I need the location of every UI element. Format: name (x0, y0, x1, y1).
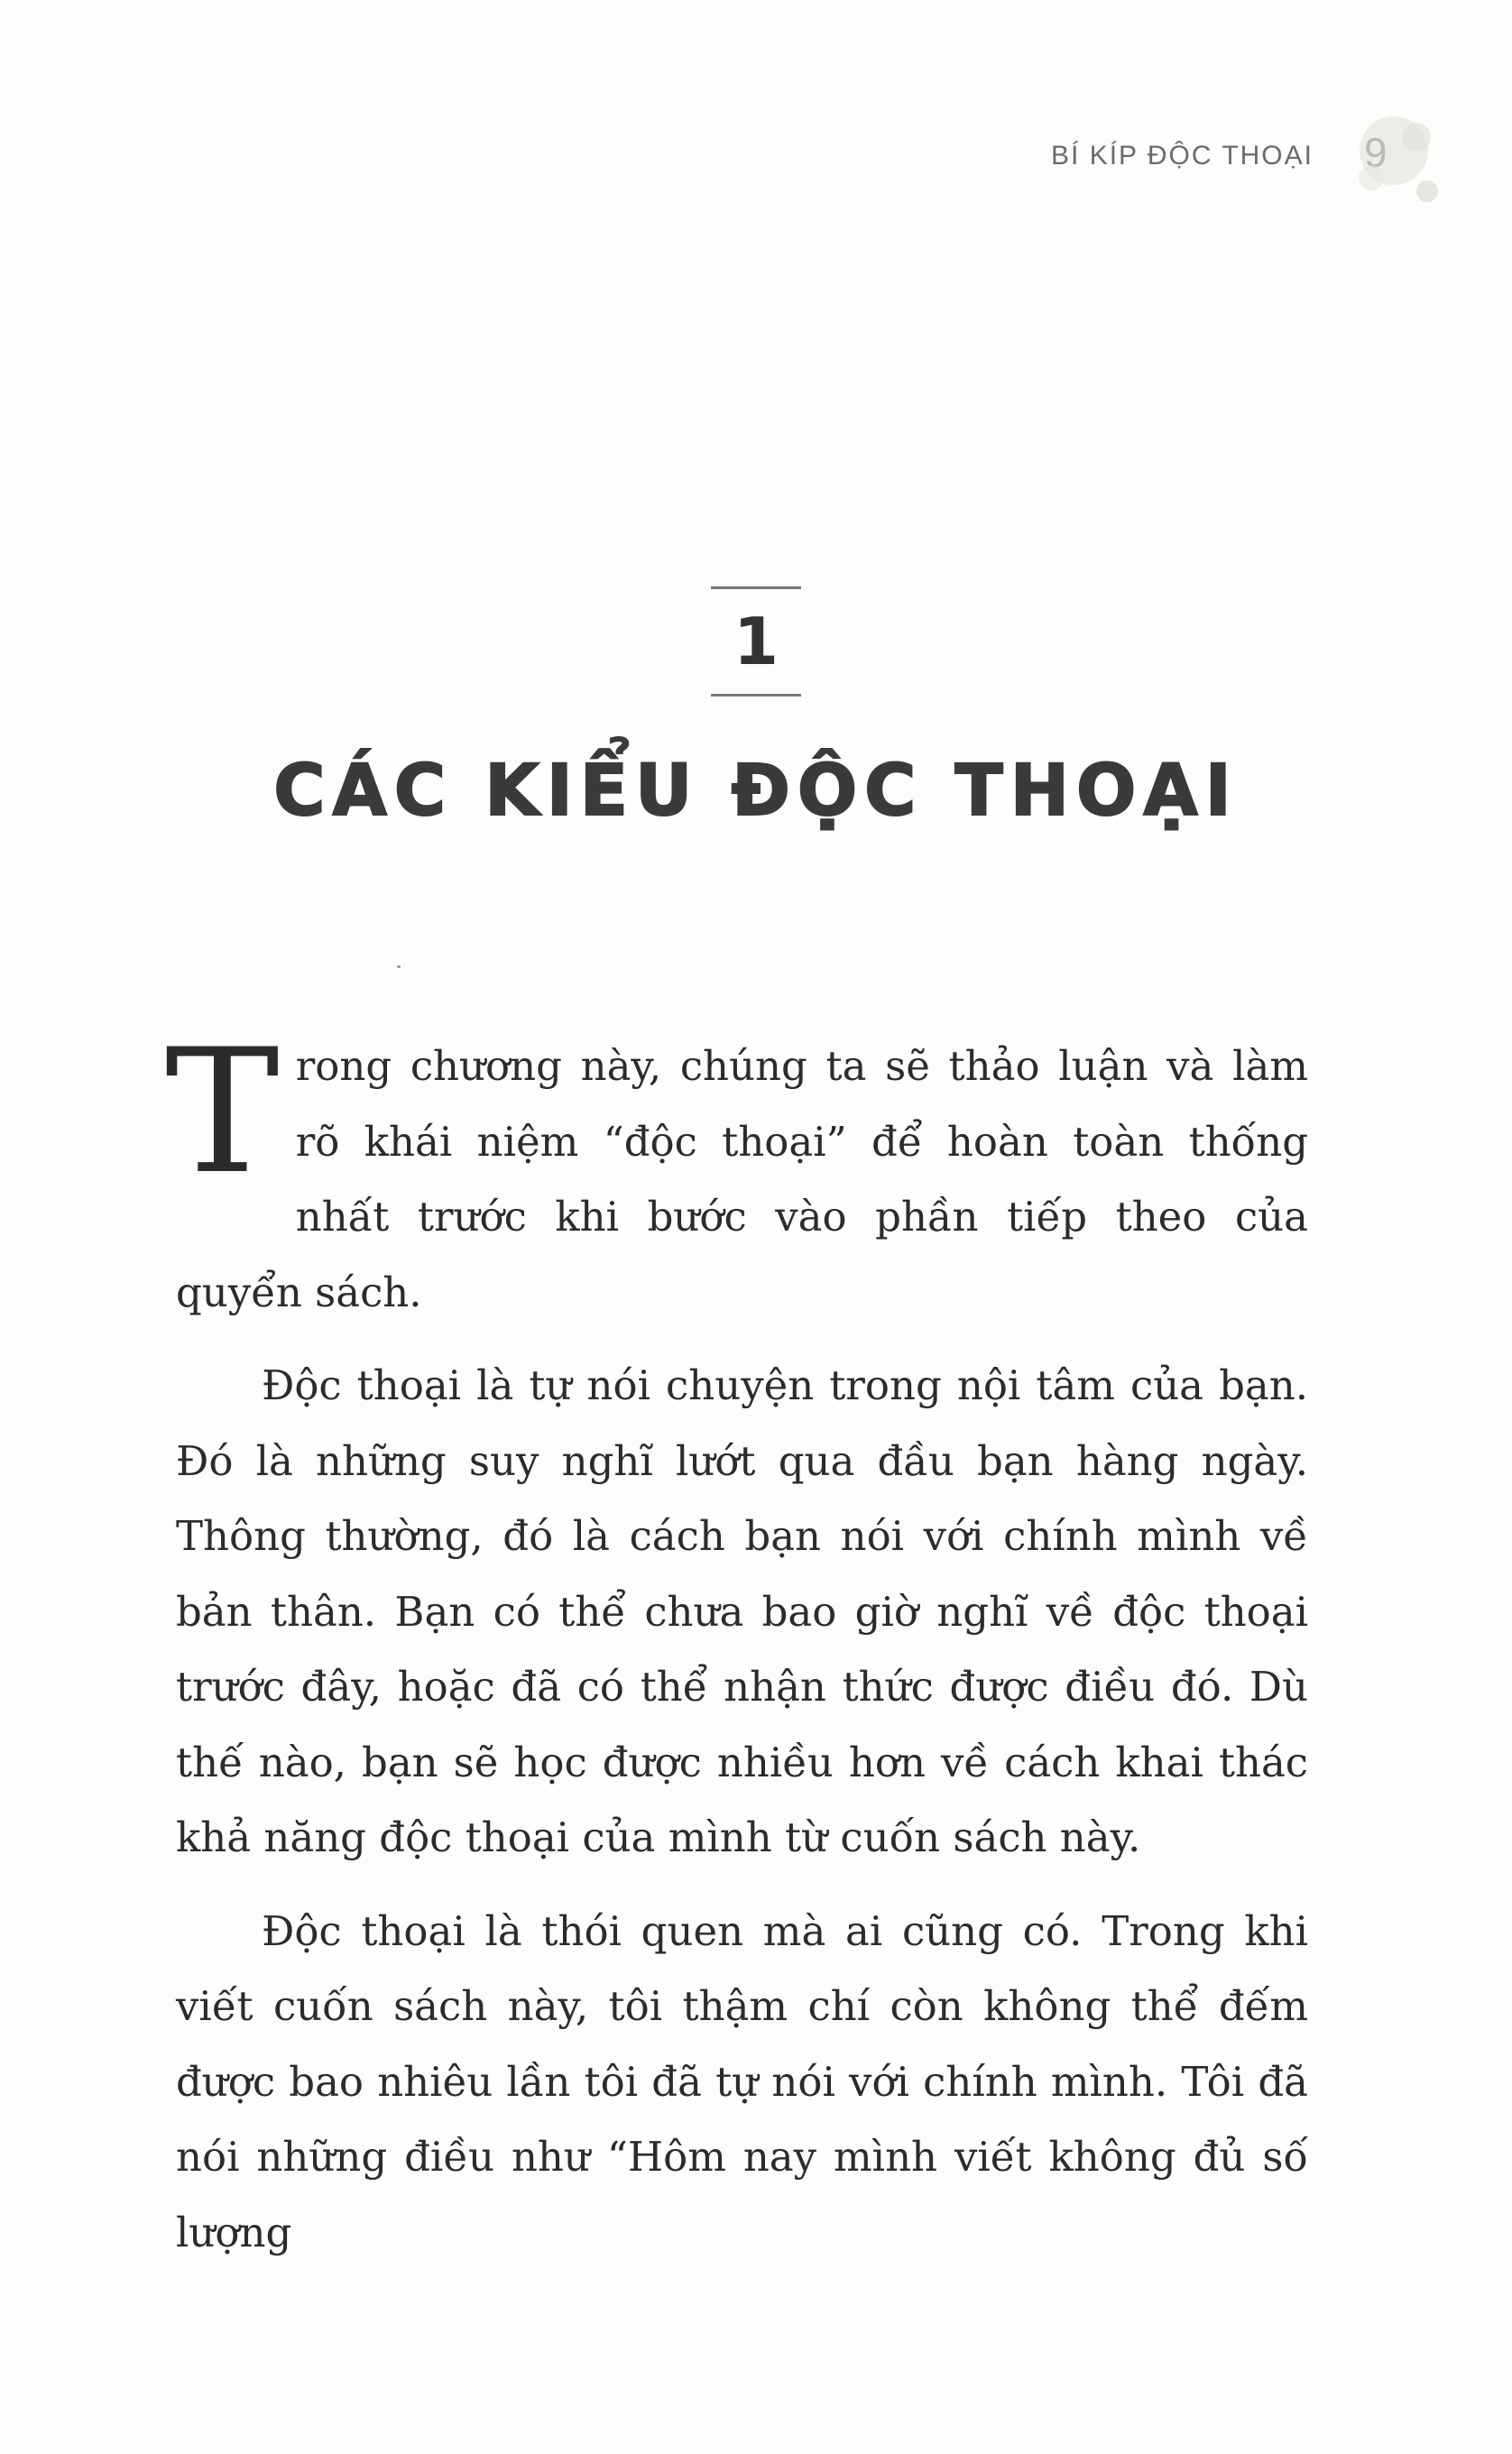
drop-cap: T (165, 1012, 280, 1212)
running-title: BÍ KÍP ĐỘC THOẠI (1051, 141, 1314, 171)
chapter-rule-top (711, 586, 801, 589)
running-header (0, 135, 1512, 189)
paragraph-3: Độc thoại là thói quen mà ai cũng có. Trong khi viết cuốn sách này, tôi thậm chí còn không thể đếm được bao nhiêu lần tôi đã tự nói với chính mình. Tôi đã nói những điều như “Hôm nay mình viết không đủ số lượng (176, 1906, 1308, 2256)
chapter-title: CÁC KIỂU ĐỘC THOẠI (273, 751, 1239, 832)
chapter-rule-bottom (711, 694, 801, 697)
paragraph-1 (165, 1012, 1308, 1330)
body-text (165, 1012, 1308, 2288)
ink-speck (397, 965, 401, 968)
paragraph-2: Độc thoại là tự nói chuyện trong nội tâm của bạn. Đó là những suy nghĩ lướt qua đầu bạn hàng ngày. Thông thường, đó là cách bạn nói với chính mình về bản thân. Bạn có thể chưa bao giờ nghĩ về độc thoại trước đây, hoặc đã có thể nhận thức được điều đó. Dù thế nào, bạn sẽ học được nhiều hơn về cách khai thác khả năng độc thoại của mình từ cuốn sách này. (176, 1361, 1308, 1861)
page-number-ornament-icon (1344, 101, 1443, 209)
paragraph-1-text: rong chương này, chúng ta sẽ thảo luận và làm rõ khái niệm “độc thoại” để hoàn toàn thống nhất trước khi bước vào phần tiếp theo của quyển sách. (176, 1042, 1308, 1316)
chapter-heading (0, 586, 1512, 832)
chapter-number: 1 (733, 604, 779, 679)
